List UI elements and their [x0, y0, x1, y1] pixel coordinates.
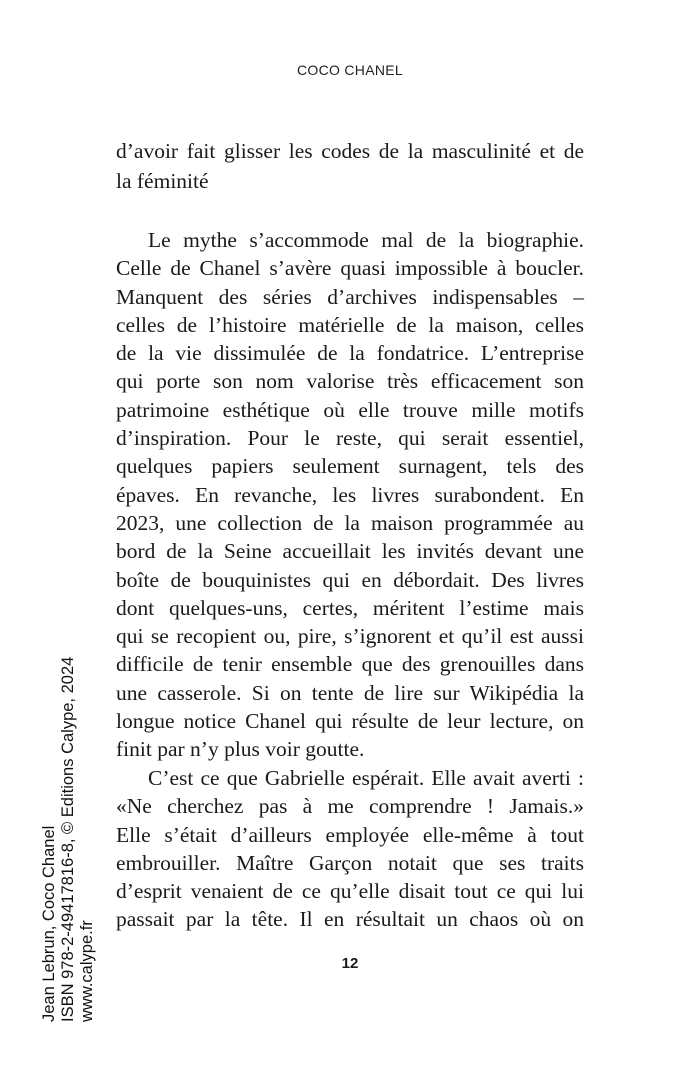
text-line: d’avoir fait glisser les codes de la masculinité et de [116, 139, 584, 163]
text-line: quelques papiers seulement surnagent, tels des [116, 454, 584, 479]
text-line: boîte de bouquinistes qui en débordait. Des livres [116, 567, 584, 592]
text-line: qui se recopient ou, pire, s’ignorent et qu’il est aussi [116, 624, 584, 649]
text-line: finit par n’y plus voir goutte. [116, 737, 365, 762]
text-line: d’inspiration. Pour le reste, qui serait essentiel, [116, 426, 584, 451]
text-line: de la vie dissimulée de la fondatrice. L’entreprise [116, 341, 584, 366]
side-credit [40, 657, 97, 1022]
text-line: celles de l’histoire matérielle de la maison, celles [116, 312, 584, 337]
text-line: 2023, une collection de la maison programmée au [116, 510, 584, 535]
text-line: embrouiller. Maître Garçon notait que ses traits [116, 850, 584, 875]
credit-website[interactable]: www.calype.fr [78, 920, 96, 1022]
paragraph-continuation [116, 136, 584, 196]
text-line: difficile de tenir ensemble que des grenouilles dans [116, 652, 584, 677]
credit-author-title: Jean Lebrun, Coco Chanel [40, 825, 58, 1022]
text-line: bord de la Seine accueillait les invités devant une [116, 539, 584, 564]
text-line: «Ne cherchez pas à me comprendre ! Jamais.» [116, 794, 584, 819]
text-line: la féminité [116, 169, 209, 193]
text-line: Celle de Chanel s’avère quasi impossible à boucler. [116, 256, 584, 281]
text-line: dont quelques-uns, certes, méritent l’estime mais [116, 595, 584, 620]
text-line: Le mythe s’accommode mal de la biographie. [148, 228, 584, 252]
credit-isbn: ISBN 978-2-49417816-8, © Editions Calype, 2024 [59, 656, 77, 1022]
text-line: une casserole. Si on tente de lire sur Wikipédia la [116, 680, 584, 705]
text-line: longue notice Chanel qui résulte de leur lecture, on [116, 709, 584, 734]
text-line: C’est ce que Gabrielle espérait. Elle avait averti : [148, 766, 584, 790]
text-line: épaves. En revanche, les livres surabondent. En [116, 482, 584, 507]
text-line: passait par la tête. Il en résultait un chaos où on [116, 907, 584, 932]
page-number: 12 [341, 955, 359, 972]
text-line: Manquent des séries d’archives indispensables – [116, 284, 584, 309]
paragraph [116, 226, 584, 764]
running-header: COCO CHANEL [297, 62, 403, 78]
text-line: qui porte son nom valorise très efficacement son [116, 369, 584, 394]
text-line: Elle s’était d’ailleurs employée elle-même à tout [116, 822, 584, 847]
text-line: patrimoine esthétique où elle trouve mille motifs [116, 397, 584, 422]
text-line: d’esprit venaient de ce qu’elle disait tout ce qui lui [116, 879, 584, 904]
paragraph [116, 764, 584, 934]
